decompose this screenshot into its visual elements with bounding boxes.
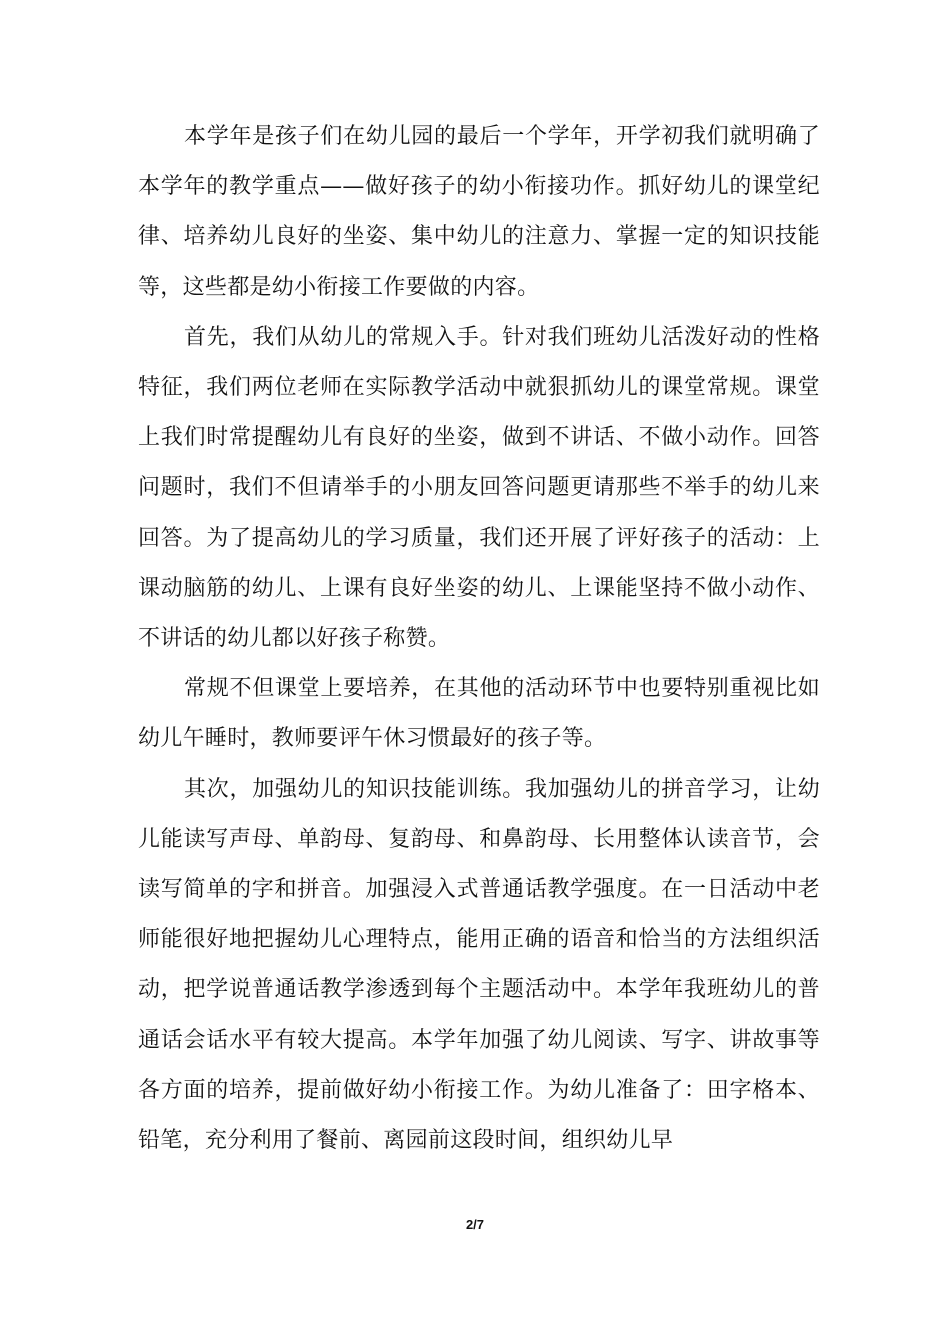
page-number: 2/7 [465,1217,485,1232]
document-body [138,112,820,1166]
paragraph-2: 首先，我们从幼儿的常规入手。针对我们班幼儿活泼好动的性格特征，我们两位老师在实际教学活动中就狠抓幼儿的课堂常规。课堂上我们时常提醒幼儿有良好的坐姿，做到不讲话、不做小动作。回答问题时，我们不但请举手的小朋友回答问题更请那些不举手的幼儿来回答。为了提高幼儿的学习质量，我们还开展了评好孩子的活动：上课动脑筋的幼儿、上课有良好坐姿的幼儿、上课能坚持不做小动作、不讲话的幼儿都以好孩子称赞。 [138,324,820,652]
paragraph-4: 其次，加强幼儿的知识技能训练。我加强幼儿的拼音学习，让幼儿能读写声母、单韵母、复韵母、和鼻韵母、长用整体认读音节，会读写简单的字和拼音。加强浸入式普通话教学强度。在一日活动中老师能很好地把握幼儿心理特点，能用正确的语音和恰当的方法组织活动，把学说普通话教学渗透到每个主题活动中。本学年我班幼儿的普通话会话水平有较大提高。本学年加强了幼儿阅读、写字、讲故事等各方面的培养，提前做好幼小衔接工作。为幼儿准备了：田字格本、铅笔，充分利用了餐前、离园前这段时间，组织幼儿早 [138,776,820,1154]
paragraph-3: 常规不但课堂上要培养，在其他的活动环节中也要特别重视比如幼儿午睡时，教师要评午休习惯最好的孩子等。 [138,676,820,752]
paragraph-1: 本学年是孩子们在幼儿园的最后一个学年，开学初我们就明确了本学年的教学重点——做好孩子的幼小衔接功作。抓好幼儿的课堂纪律、培养幼儿良好的坐姿、集中幼儿的注意力、掌握一定的知识技能等，这些都是幼小衔接工作要做的内容。 [138,124,820,300]
